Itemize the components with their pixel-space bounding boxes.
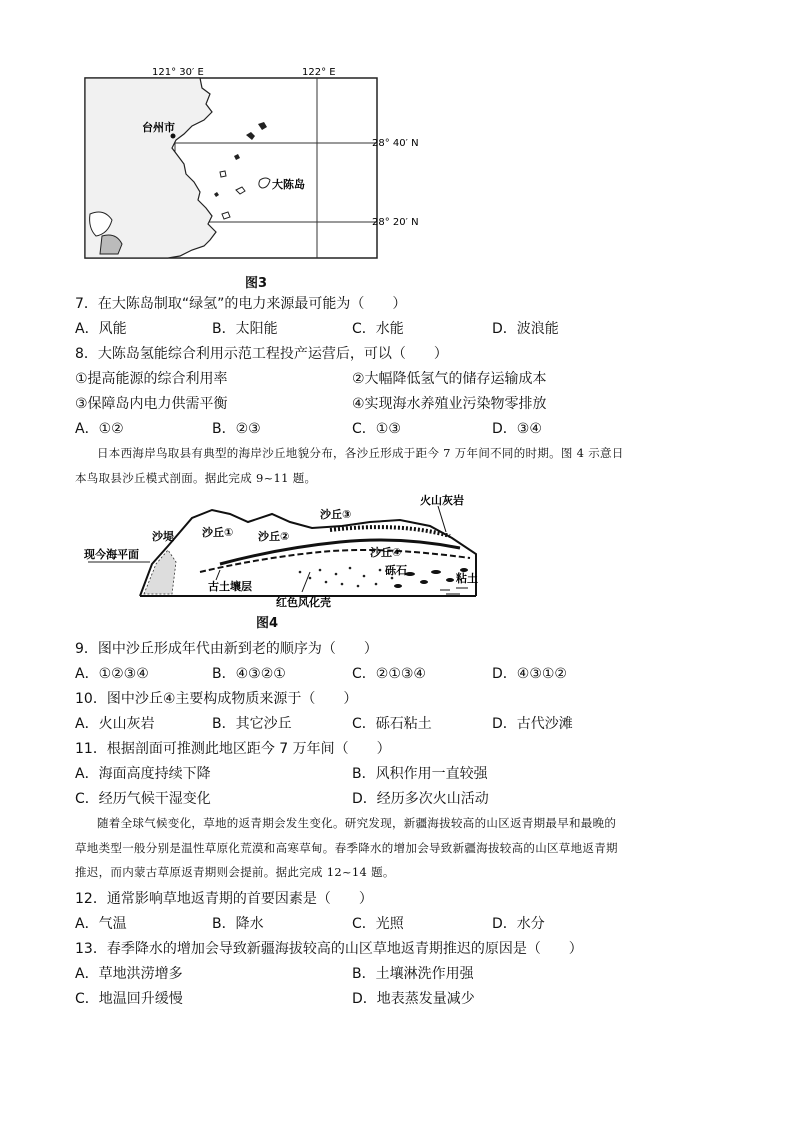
lat-label-1: 28° 40′ N	[372, 138, 419, 149]
q8-item-4: ④实现海水养殖业污染物零排放	[352, 396, 547, 412]
label-red-crust: 红色风化壳	[276, 596, 331, 609]
q13-option-a[interactable]: A．草地洪涝增多	[75, 966, 183, 982]
figure4-profile	[80, 492, 490, 610]
q8-item-3: ③保障岛内电力供需平衡	[75, 396, 228, 412]
q10-option-c[interactable]: C．砾石粘土	[352, 716, 432, 732]
q7-option-d[interactable]: D．波浪能	[492, 321, 559, 337]
label-sand-bar: 沙堤	[152, 530, 174, 543]
q8-option-c[interactable]: C．①③	[352, 421, 401, 437]
q11-option-c[interactable]: C．经历气候干湿变化	[75, 791, 211, 807]
q11-option-b[interactable]: B．风积作用一直较强	[352, 766, 488, 782]
passage3-line3: 推迟，而内蒙古草原返青期则会提前。据此完成 12~14 题。	[75, 865, 395, 879]
volcanic-ash-layer	[330, 527, 450, 536]
q11-stem: 11．根据剖面可推测此地区距今 7 万年间（ ）	[75, 741, 391, 757]
label-clay: 粘土	[456, 572, 478, 585]
q7-option-c[interactable]: C．水能	[352, 321, 404, 337]
q7-option-b[interactable]: B．太阳能	[212, 321, 278, 337]
label-dune4: 沙丘④	[370, 546, 402, 559]
q9-option-c[interactable]: C．②①③④	[352, 666, 426, 682]
label-gravel: 砾石	[385, 564, 407, 577]
q10-stem: 10．图中沙丘④主要构成物质来源于（ ）	[75, 691, 358, 707]
dachen-label: 大陈岛	[272, 178, 305, 191]
passage3-line1: 随着全球气候变化，草地的返青期会发生变化。研究发现，新疆海拔较高的山区返青期最早和最晚的	[97, 816, 617, 830]
q13-option-b[interactable]: B．土壤淋洗作用强	[352, 966, 474, 982]
q11-option-d[interactable]: D．经历多次火山活动	[352, 791, 489, 807]
q8-option-b[interactable]: B．②③	[212, 421, 261, 437]
q10-option-a[interactable]: A．火山灰岩	[75, 716, 155, 732]
q12-stem: 12．通常影响草地返青期的首要因素是（ ）	[75, 891, 373, 907]
q12-option-b[interactable]: B．降水	[212, 916, 264, 932]
q8-option-d[interactable]: D．③④	[492, 421, 542, 437]
passage2-line2: 本鸟取县沙丘模式剖面。据此完成 9~11 题。	[75, 471, 317, 485]
q13-stem: 13．春季降水的增加会导致新疆海拔较高的山区草地返青期推迟的原因是（ ）	[75, 941, 583, 957]
label-sea-level: 现今海平面	[84, 548, 139, 561]
q12-option-a[interactable]: A．气温	[75, 916, 127, 932]
lon-label-2: 122° E	[302, 67, 336, 78]
q12-option-c[interactable]: C．光照	[352, 916, 404, 932]
figure3-caption: 图3	[245, 276, 268, 291]
q8-option-a[interactable]: A．①②	[75, 421, 124, 437]
q9-option-d[interactable]: D．④③①②	[492, 666, 567, 682]
label-dune1: 沙丘①	[202, 526, 234, 539]
q8-item-1: ①提高能源的综合利用率	[75, 371, 228, 387]
q13-option-d[interactable]: D．地表蒸发量减少	[352, 991, 475, 1007]
clay-layer	[440, 588, 468, 594]
label-dune3: 沙丘③	[320, 508, 352, 521]
lat-label-2: 28° 20′ N	[372, 217, 419, 228]
taizhou-marker	[171, 134, 176, 139]
q8-stem: 8．大陈岛氢能综合利用示范工程投产运营后，可以（ ）	[75, 346, 448, 362]
q13-option-c[interactable]: C．地温回升缓慢	[75, 991, 183, 1007]
island	[220, 171, 226, 177]
dune4-stipple	[299, 567, 394, 588]
q11-option-a[interactable]: A．海面高度持续下降	[75, 766, 211, 782]
q7-stem: 7．在大陈岛制取“绿氢”的电力来源最可能为（ ）	[75, 296, 407, 312]
q10-option-b[interactable]: B．其它沙丘	[212, 716, 292, 732]
taizhou-label: 台州市	[142, 121, 175, 134]
q10-option-d[interactable]: D．古代沙滩	[492, 716, 573, 732]
passage2-line1: 日本西海岸鸟取县有典型的海岸沙丘地貌分布，各沙丘形成于距今 7 万年间不同的时期。图 4 示意日	[97, 446, 624, 460]
figure4-caption: 图4	[256, 616, 279, 631]
q7-option-a[interactable]: A．风能	[75, 321, 127, 337]
label-paleosol: 古土壤层	[208, 580, 252, 593]
q9-option-b[interactable]: B．④③②①	[212, 666, 286, 682]
q9-option-a[interactable]: A．①②③④	[75, 666, 149, 682]
lon-label-1: 121° 30′ E	[152, 67, 204, 78]
paleosol-layer	[200, 550, 470, 572]
label-volcanic-ash: 火山灰岩	[420, 494, 464, 507]
passage3-line2: 草地类型一般分别是温性草原化荒漠和高寒草甸。春季降水的增加会导致新疆海拔较高的山区草地返青期	[75, 841, 618, 855]
label-dune2: 沙丘②	[258, 530, 290, 543]
q8-item-2: ②大幅降低氢气的储存运输成本	[352, 371, 547, 387]
figure3-map	[60, 64, 420, 274]
q12-option-d[interactable]: D．水分	[492, 916, 545, 932]
q9-stem: 9．图中沙丘形成年代由新到老的顺序为（ ）	[75, 641, 378, 657]
